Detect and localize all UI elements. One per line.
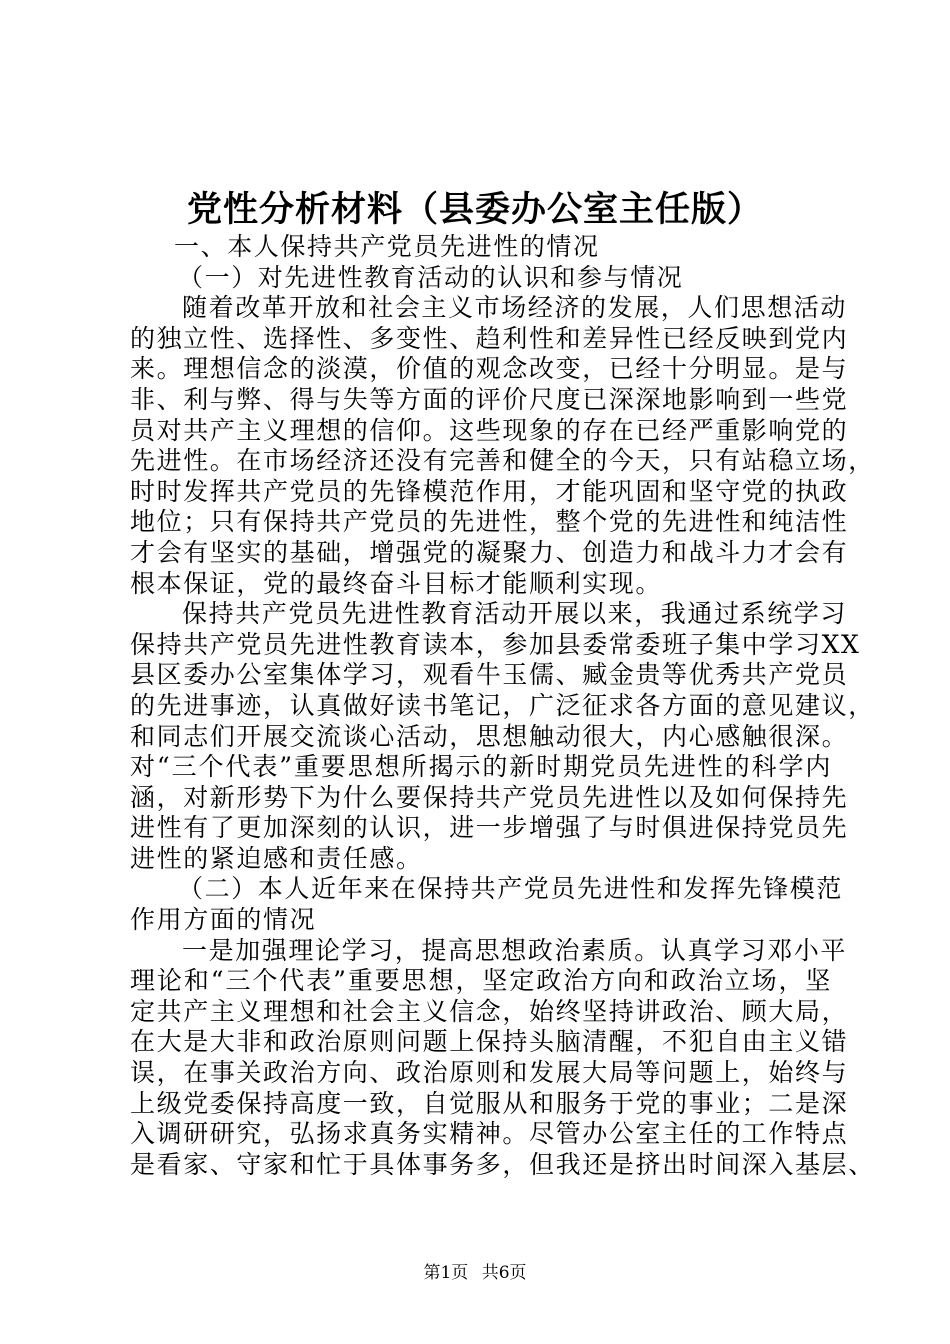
text-line: 作用方面的情况 xyxy=(130,905,317,935)
text-line: 保持共产党员先进性教育活动开展以来，我通过系统学习 xyxy=(182,599,848,629)
text-line: 的独立性、选择性、多变性、趋利性和差异性已经反映到党内 xyxy=(130,323,849,353)
text-line: 根本保证，党的最终奋斗目标才能顺利实现。 xyxy=(130,568,663,598)
text-line: 是看家、守家和忙于具体事务多，但我还是挤出时间深入基层、 xyxy=(130,1149,875,1179)
text-line: 的先进事迹，认真做好读书笔记，广泛征求各方面的意见建议， xyxy=(130,690,875,720)
page-footer xyxy=(0,1262,950,1284)
text-line: 和同志们开展交流谈心活动，思想触动很大，内心感触很深。 xyxy=(130,721,849,751)
text-line: 一、本人保持共产党员先进性的情况 xyxy=(174,232,600,261)
text-line: 才会有坚实的基础，增强党的凝聚力、创造力和战斗力才会有 xyxy=(130,537,849,567)
text-line: 进性有了更加深刻的认识，进一步增强了与时俱进保持党员先 xyxy=(130,813,849,843)
text-line: 定共产主义理想和社会主义信念，始终坚持讲政治、顾大局， xyxy=(130,996,849,1026)
page-number: 第1页 xyxy=(423,1263,469,1283)
text-line: 来。理想信念的淡漠，价值的观念改变，已经十分明显。是与 xyxy=(130,354,849,384)
text-line: 非、利与弊、得与失等方面的评价尺度已深深地影响到一些党 xyxy=(130,384,849,414)
text-line: 在大是大非和政治原则问题上保持头脑清醒，不犯自由主义错 xyxy=(130,1027,849,1057)
text-line: 上级党委保持高度一致，自觉服从和服务于党的事业；二是深 xyxy=(130,1088,849,1118)
text-line: 入调研研究，弘扬求真务实精神。尽管办公室主任的工作特点 xyxy=(130,1119,849,1149)
text-line: 保持共产党员先进性教育读本，参加县委常委班子集中学习XX xyxy=(130,629,861,659)
text-line: 时时发挥共产党员的先锋模范作用，才能巩固和坚守党的执政 xyxy=(130,476,849,506)
text-line: 县区委办公室集体学习，观看牛玉儒、臧金贵等优秀共产党员 xyxy=(130,660,849,690)
text-line: 对“三个代表”重要思想所揭示的新时期党员先进性的科学内 xyxy=(130,752,832,782)
document-body xyxy=(130,232,875,1180)
text-line: 进性的紧迫感和责任感。 xyxy=(130,843,423,873)
text-line: （二）本人近年来在保持共产党员先进性和发挥先锋模范 xyxy=(178,874,844,904)
text-line: 理论和“三个代表”重要思想，坚定政治方向和政治立场，坚 xyxy=(130,966,832,996)
text-line: 误，在事关政治方向、政治原则和发展大局等问题上，始终与 xyxy=(130,1058,849,1088)
text-line: 随着改革开放和社会主义市场经济的发展，人们思想活动 xyxy=(182,293,848,323)
text-line: 先进性。在市场经济还没有完善和健全的今天，只有站稳立场， xyxy=(130,446,875,476)
text-line: 一是加强理论学习，提高思想政治素质。认真学习邓小平 xyxy=(182,935,848,965)
document-title: 党性分析材料（县委办公室主任版） xyxy=(186,189,763,230)
text-line: （一）对先进性教育活动的认识和参与情况 xyxy=(178,262,684,292)
text-line: 员对共产主义理想的信仰。这些现象的存在已经严重影响党的 xyxy=(130,415,849,445)
page-total: 共6页 xyxy=(481,1263,527,1283)
text-line: 地位；只有保持共产党员的先进性，整个党的先进性和纯洁性 xyxy=(130,507,849,537)
text-line: 涵，对新形势下为什么要保持共产党员先进性以及如何保持先 xyxy=(130,782,849,812)
